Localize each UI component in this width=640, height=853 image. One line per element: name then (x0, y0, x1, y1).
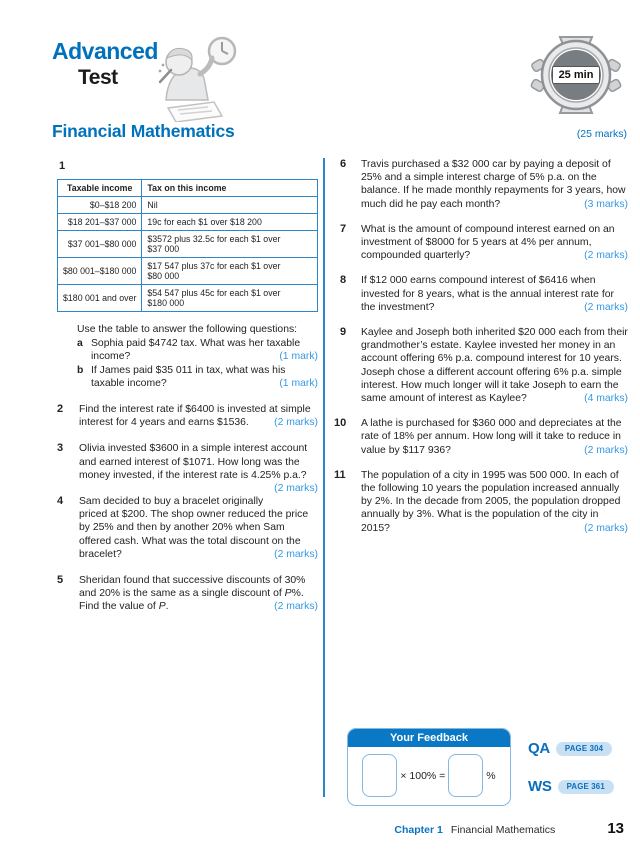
qa-reference (528, 740, 612, 757)
table-cell: $180 001 and over (58, 285, 142, 312)
section-total-marks: (25 marks) (576, 128, 627, 140)
section-title: Financial Mathematics (52, 121, 235, 141)
question-text: Sheridan found that successive discounts of 30% and 20% is the same as a single discount of (79, 575, 306, 600)
ws-reference (528, 778, 614, 795)
question-9 (340, 326, 628, 405)
question-marks: (2 marks) (584, 250, 628, 262)
question-1-number: 1 (59, 160, 66, 172)
part-marks: (1 mark) (279, 377, 318, 389)
question-text: What is the amount of compound interest earned on an investment of $8000 for 5 years at 4% per annum, compounded quarterly? (361, 223, 615, 262)
question-text: %. Find the value of (79, 588, 304, 613)
question-text: Travis purchased a $32 000 car by paying a deposit of 25% and a simple interest charge of 5% p.a. on the balance. If he made monthly repayments for 3 years, how much did he pay each month? (361, 159, 626, 210)
question-5 (57, 574, 318, 614)
table-row (58, 214, 318, 231)
table-cell: $80 001–$180 000 (58, 258, 142, 285)
question-number: 3 (57, 442, 64, 455)
table-cell: $54 547 plus 45c for each $1 over $180 000 (142, 285, 318, 312)
question-text: Olivia invested $3600 in a simple interest account and earned interest of $1071. How long was the money invested, if the interest rate is 4.25% p.a.? (79, 443, 308, 481)
table-cell: $0–$18 200 (58, 197, 142, 214)
feedback-percent-sign: % (486, 769, 496, 782)
part-letter: a (77, 338, 83, 350)
question-marks: (2 marks) (274, 601, 318, 613)
question-text: If $12 000 earns compound interest of $6416 when invested for 8 years, what is the annual interest rate for the investment? (361, 275, 614, 313)
table-cell: $37 001–$80 000 (58, 231, 142, 258)
feedback-box (347, 728, 511, 806)
qa-label: QA (528, 740, 550, 757)
tax-table (57, 179, 318, 312)
tax-table-header-taxable-income: Taxable income (58, 180, 142, 197)
table-cell: 19c for each $1 over $18 200 (142, 214, 318, 231)
part-text: Sophia paid $4742 tax. What was her taxable income? (91, 338, 301, 363)
question-8 (340, 274, 628, 314)
column-divider (323, 158, 325, 797)
table-cell: $3572 plus 32.5c for each $1 over $37 000 (142, 231, 318, 258)
qa-page-badge[interactable]: PAGE 304 (556, 742, 612, 756)
table-cell: $18 201–$37 000 (58, 214, 142, 231)
question-number: 7 (340, 222, 347, 235)
feedback-title: Your Feedback (348, 729, 510, 747)
part-marks: (1 mark) (279, 351, 318, 363)
tax-table-header-tax-on-income: Tax on this income (142, 180, 318, 197)
question-marks: (2 marks) (274, 417, 318, 429)
question-number: 6 (340, 158, 347, 170)
variable-p: P (284, 588, 292, 600)
question-10 (334, 417, 628, 457)
question-2 (57, 403, 318, 429)
question-number: 9 (340, 326, 347, 339)
question-marks: (2 marks) (274, 548, 318, 560)
thinking-student-illustration (138, 34, 242, 122)
question-number: 2 (57, 403, 64, 416)
question-11 (334, 468, 628, 535)
question-6 (340, 158, 628, 211)
ws-page-badge[interactable]: PAGE 361 (558, 780, 614, 794)
question-part-a (77, 337, 318, 363)
question-1-intro: Use the table to answer the following questions: (77, 324, 298, 335)
feedback-operator: × 100% = (400, 769, 446, 782)
question-text: Find the interest rate if $6400 is invested at simple interest for 4 years and earns $1536. (79, 404, 311, 429)
test-type-title: Advanced (52, 38, 158, 64)
table-row (58, 258, 318, 285)
page-number: 13 (607, 820, 624, 837)
feedback-formula (348, 747, 510, 804)
left-column (57, 158, 318, 614)
feedback-input-box-2[interactable] (448, 754, 483, 797)
question-marks: (2 marks) (584, 301, 628, 313)
tax-table-header-row (58, 180, 318, 197)
timer-badge (526, 33, 626, 117)
table-cell: $17 547 plus 37c for each $1 over $80 000 (142, 258, 318, 285)
question-marks: (3 marks) (584, 198, 628, 210)
question-7 (340, 223, 628, 263)
footer-chapter: Chapter 1 (394, 824, 443, 836)
question-text: . (165, 601, 169, 613)
question-4 (57, 495, 318, 561)
question-marks: (2 marks) (584, 444, 628, 456)
table-row (58, 197, 318, 214)
question-marks: (2 marks) (274, 483, 318, 495)
question-text: Kaylee and Joseph both inherited $20 000 each from their grandmother’s estate. Kaylee invested her money in an account offering 6% p.a. compound interest for 10 years. Joseph chose a different account offering 6% p.a. simple interest. How much longer will it take Joseph to earn the same amount of interest as Kaylee? (361, 327, 628, 405)
question-marks: (4 marks) (584, 393, 628, 405)
question-text: The population of a city in 1995 was 500 000. In each of the following 10 years the population increased annually by 2%. In the decade from 2005, the population dropped annually by 3%. What is the population of the city in 2015? (361, 469, 621, 534)
ws-label: WS (528, 778, 552, 795)
part-letter: b (77, 364, 84, 376)
question-text: Sam decided to buy a bracelet originally priced at $200. The shop owner reduced the price by 25% and then by another 20% when Sam offered cash. What was the total discount on the bracelet? (79, 496, 309, 560)
question-number: 8 (340, 274, 347, 287)
question-text: A lathe is purchased for $360 000 and depreciates at the rate of 18% per annum. How long will it take to reduce in value by $117 936? (361, 418, 622, 456)
page-footer (394, 820, 624, 837)
question-number: 4 (57, 495, 64, 508)
table-row (58, 285, 318, 312)
test-title: Test (78, 66, 118, 89)
question-1-body (57, 323, 318, 390)
timer-text: 25 min (552, 66, 601, 84)
part-text: If James paid $35 011 in tax, what was his taxable income? (91, 364, 286, 389)
variable-p: P (158, 601, 166, 613)
question-3 (57, 442, 318, 495)
question-number: 5 (57, 574, 64, 587)
feedback-input-box-1[interactable] (362, 754, 397, 797)
table-cell: Nil (142, 197, 318, 214)
question-number: 11 (334, 468, 346, 481)
question-part-b (77, 364, 318, 390)
question-number: 10 (334, 417, 347, 430)
table-row (58, 231, 318, 258)
question-marks: (2 marks) (584, 522, 628, 534)
right-column (334, 158, 628, 547)
footer-section: Financial Mathematics (450, 824, 556, 836)
